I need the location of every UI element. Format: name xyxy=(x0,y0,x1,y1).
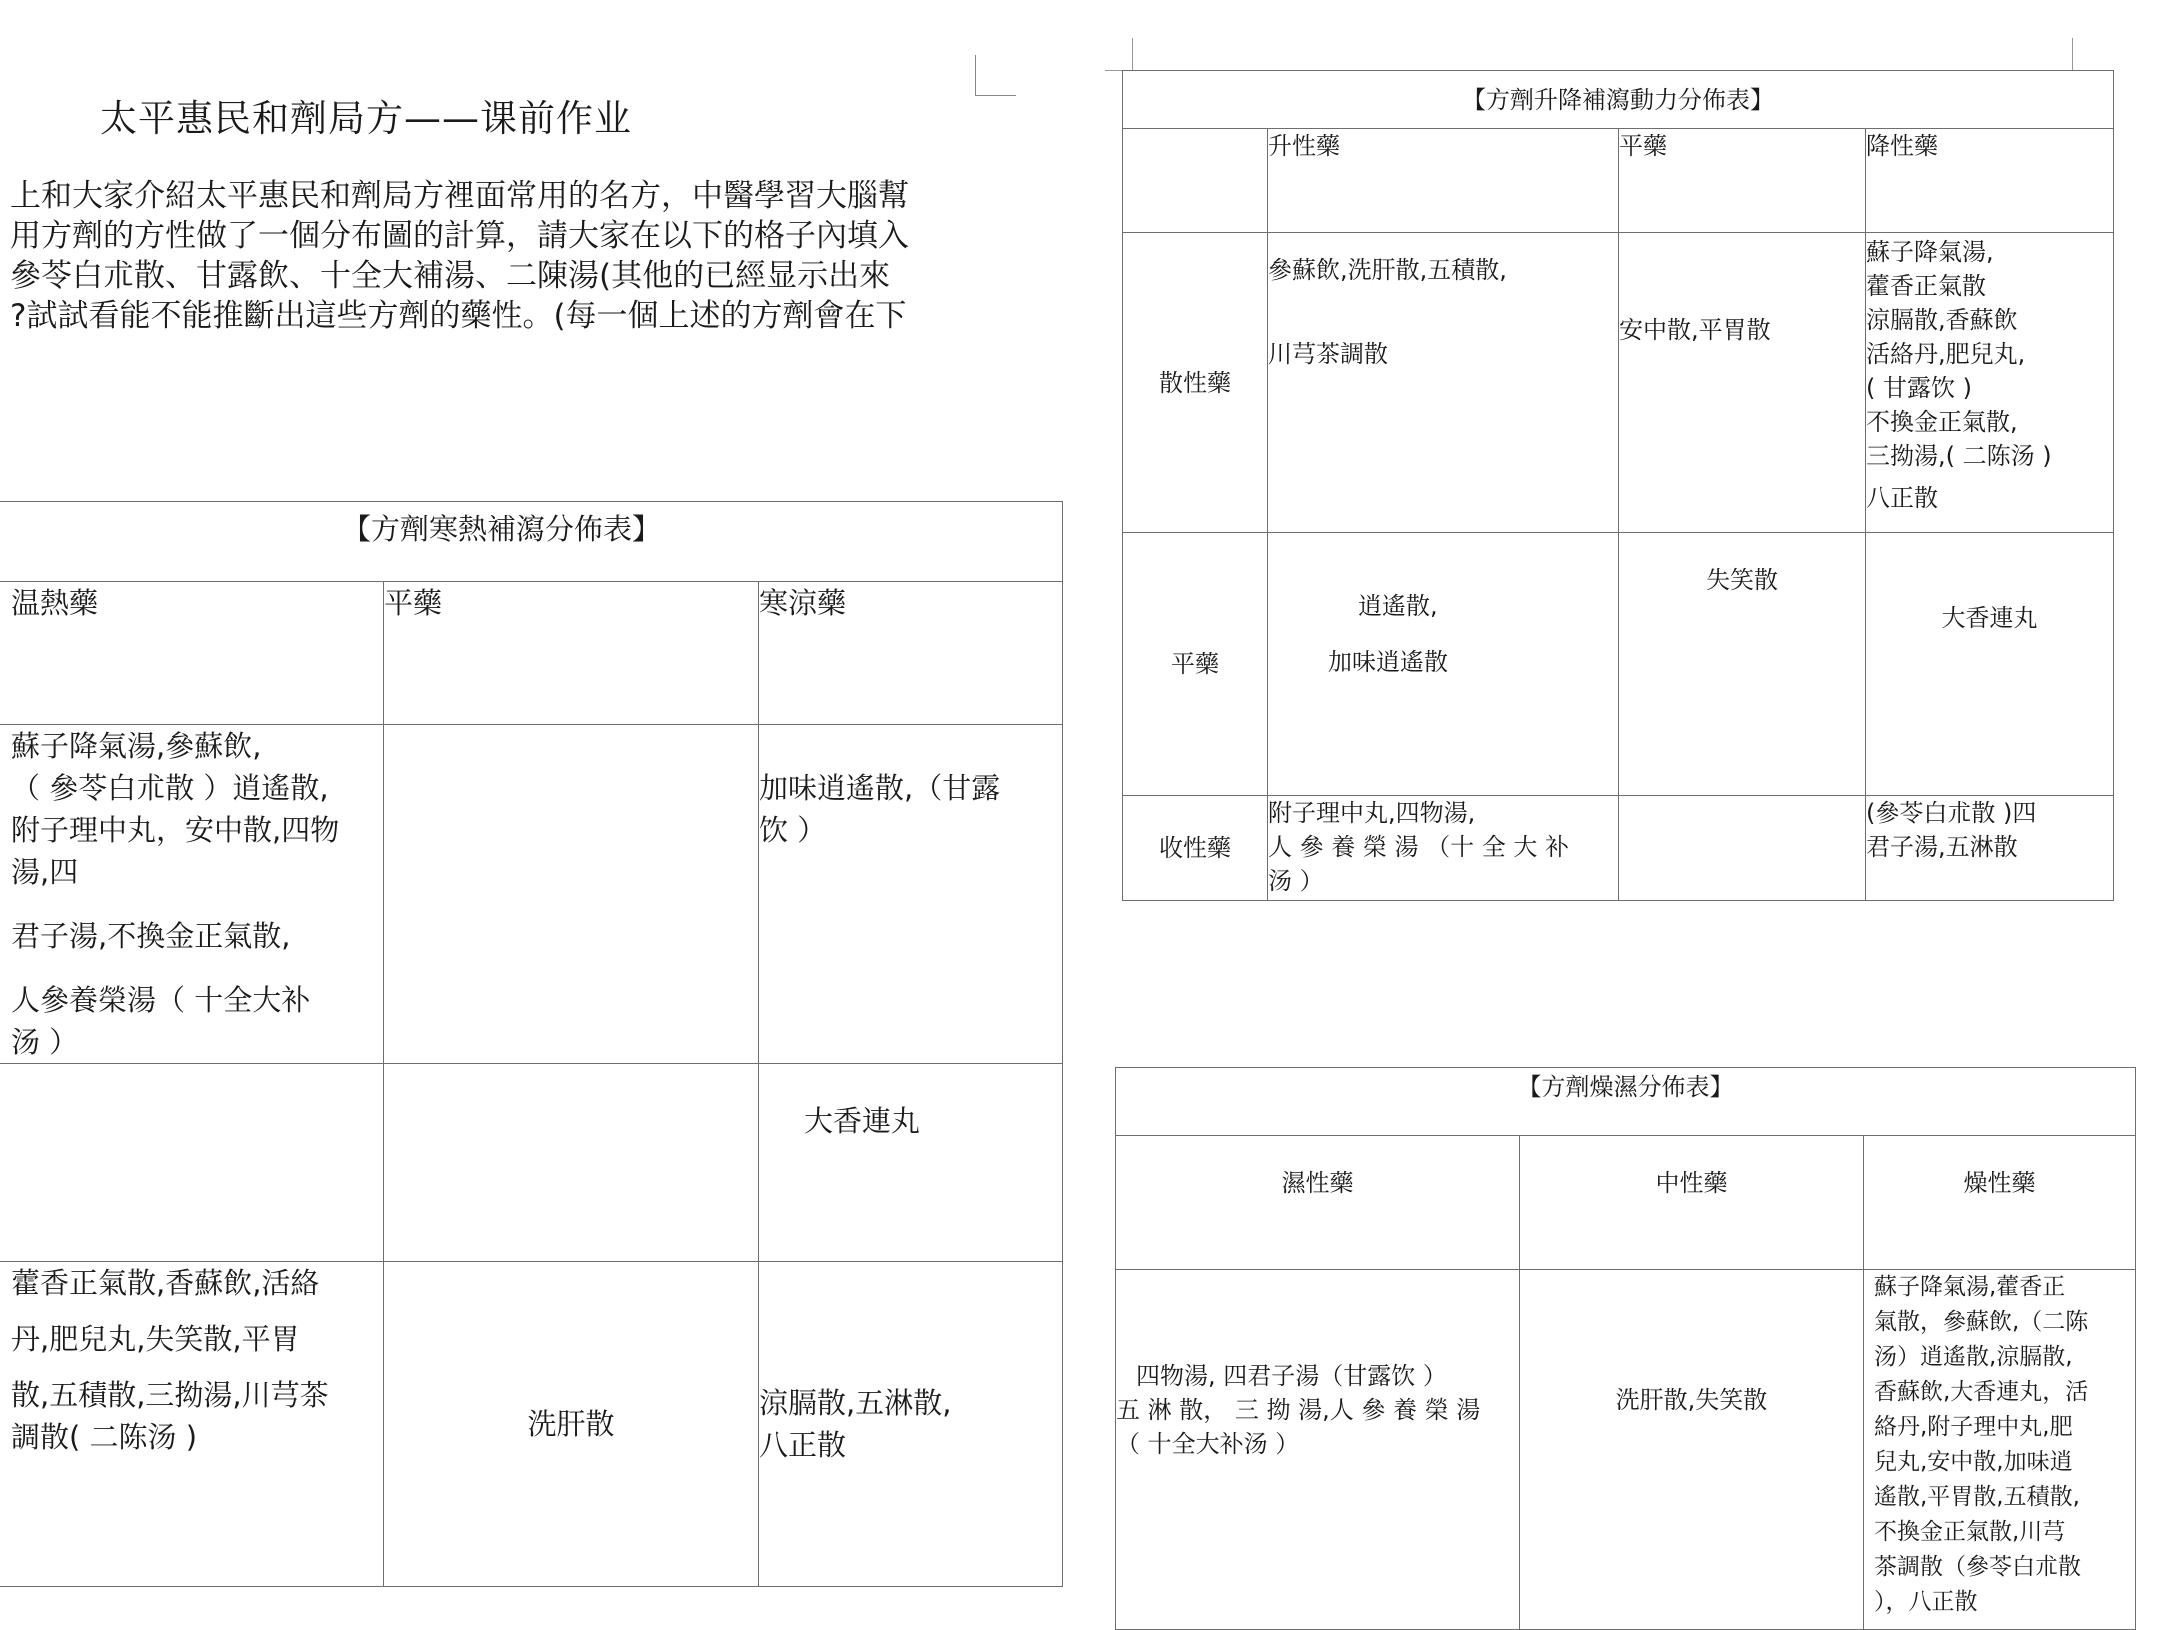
intro-paragraph xyxy=(10,176,1070,336)
formula-line: 人參養榮湯（ 十全大补 xyxy=(11,983,311,1017)
formula-line: 參蘇飲,洗肝散,五積散, xyxy=(1268,256,1507,284)
formula-line: 蘇子降氣湯,藿香正 xyxy=(1874,1274,2066,1300)
header-warm: 温熱藥 xyxy=(0,582,384,725)
left-page xyxy=(0,0,1075,1620)
intro-line: 用方劑的方性做了一個分布圖的計算，請大家在以下的格子內填入 xyxy=(10,218,909,254)
header-neutral: 中性藥 xyxy=(1520,1136,1864,1270)
formula-line: 三拗湯,( 二陈汤 ) xyxy=(1866,442,2052,470)
formula-line: ( 甘露饮 ) xyxy=(1866,374,1972,402)
formula-line: 遙散,平胃散,五積散, xyxy=(1874,1484,2080,1510)
formula-line: 絡丹,附子理中丸,肥 xyxy=(1874,1414,2073,1440)
cold-hot-table-caption: 【方劑寒熱補瀉分佈表】 xyxy=(0,502,1063,582)
document-title: 太平惠民和劑局方——课前作业 xyxy=(100,97,632,140)
formula-line: 逍遙散, xyxy=(1358,592,1438,620)
ascend-cell xyxy=(1268,796,1619,901)
formula-line: 香蘇飲,大香連丸，活 xyxy=(1874,1379,2089,1405)
neutral-cell xyxy=(1520,1270,1864,1630)
formula-line: 君子湯,五淋散 xyxy=(1866,833,2018,861)
formula-line: 汤 ） xyxy=(1268,867,1324,895)
row-label-disperse: 散性藥 xyxy=(1123,233,1268,533)
formula-line: 茶調散（參苓白朮散 xyxy=(1874,1554,2081,1580)
dry-cell xyxy=(1864,1270,2136,1630)
dry-wet-table-caption: 【方劑燥濕分佈表】 xyxy=(1116,1068,2136,1136)
cold-hot-table xyxy=(0,501,1063,1587)
formula-line: ），八正散 xyxy=(1874,1589,1978,1615)
descend-cell xyxy=(1866,233,2114,533)
formula-line: 大香連丸 xyxy=(804,1104,921,1138)
formula-line: 饮 ） xyxy=(759,813,827,847)
formula-line: 八正散 xyxy=(759,1428,847,1462)
header-corner xyxy=(1123,129,1268,233)
dry-wet-table xyxy=(1115,1067,2136,1630)
formula-line: 湯,四 xyxy=(11,855,79,889)
formula-line: 涼膈散,五淋散, xyxy=(759,1386,952,1420)
neutral-cell-empty[interactable] xyxy=(384,725,759,1064)
formula-line: 安中散,平胃散 xyxy=(1619,316,1771,344)
formula-line: 氣散，參蘇飲,（二陈 xyxy=(1874,1309,2089,1335)
formula-line: 君子湯,不換金正氣散, xyxy=(11,919,291,953)
wet-cell xyxy=(1116,1270,1520,1630)
formula-line: 川芎茶調散 xyxy=(1268,340,1388,368)
row-label-astringe: 收性藥 xyxy=(1123,796,1268,901)
intro-line: 參苓白朮散、甘露飲、十全大補湯、二陳湯(其他的已經显示出來 xyxy=(10,258,891,294)
page-margin-line xyxy=(2072,38,2073,74)
warm-cell xyxy=(0,1262,384,1587)
ascend-cell xyxy=(1268,233,1619,533)
formula-line: 不換金正氣散,川芎 xyxy=(1874,1519,2066,1545)
header-wet: 濕性藥 xyxy=(1116,1136,1520,1270)
header-neutral: 平藥 xyxy=(384,582,759,725)
header-ascend: 升性藥 xyxy=(1268,129,1619,233)
formula-line: 失笑散 xyxy=(1706,566,1778,594)
formula-line: 兒丸,安中散,加味逍 xyxy=(1874,1449,2073,1475)
formula-line: 八正散 xyxy=(1866,484,1938,512)
formula-line: 五 淋 散， 三 拗 湯,人 參 養 榮 湯 xyxy=(1116,1395,1481,1424)
formula-line: (參苓白朮散 )四 xyxy=(1866,799,2037,827)
header-descend: 降性藥 xyxy=(1866,129,2114,233)
formula-line: （ 十全大补汤 ） xyxy=(1116,1429,1300,1458)
page-margin-line xyxy=(1132,38,1133,74)
intro-line: ?試試看能不能推斷出這些方劑的藥性。(每一個上述的方劑會在下 xyxy=(10,298,907,334)
formula-line: 藿香正氣散,香蘇飲,活絡 xyxy=(11,1266,320,1300)
formula-line: （ 參苓白朮散 ）逍遙散, xyxy=(11,771,329,805)
neutral-cell-empty[interactable] xyxy=(384,1064,759,1262)
neutral-cell-empty[interactable] xyxy=(1619,796,1866,901)
page-corner-mark xyxy=(975,55,1016,96)
formula-line: 調散( 二陈汤 ) xyxy=(11,1420,198,1454)
formula-line: 附子理中丸，安中散,四物 xyxy=(11,813,340,847)
neutral-cell xyxy=(1619,233,1866,533)
warm-cell xyxy=(0,725,384,1064)
formula-line: 蘇子降氣湯, xyxy=(1866,238,1994,266)
ascend-descend-table xyxy=(1122,70,2114,901)
neutral-cell xyxy=(1619,533,1866,796)
header-neutral: 平藥 xyxy=(1619,129,1866,233)
ascend-cell xyxy=(1268,533,1619,796)
cold-cell xyxy=(759,1262,1063,1587)
formula-line: 附子理中丸,四物湯, xyxy=(1268,799,1476,827)
formula-line: 不換金正氣散, xyxy=(1866,408,2018,436)
descend-cell xyxy=(1866,796,2114,901)
neutral-cell: 洗肝散 xyxy=(384,1262,759,1587)
formula-line: 四物湯, 四君子湯（甘露饮 ） xyxy=(1136,1361,1447,1390)
formula-line: 汤 ） xyxy=(11,1025,79,1059)
header-dry: 燥性藥 xyxy=(1864,1136,2136,1270)
cold-cell xyxy=(759,1064,1063,1262)
formula-line: 洗肝散,失笑散 xyxy=(1615,1385,1768,1414)
formula-line: 汤）逍遙散,涼膈散, xyxy=(1874,1344,2073,1370)
intro-line: 上和大家介紹太平惠民和劑局方裡面常用的名方，中醫學習大腦幫 xyxy=(10,178,909,214)
formula-line: 加味逍遙散 xyxy=(1328,648,1448,676)
ascend-descend-table-caption: 【方劑升降補瀉動力分佈表】 xyxy=(1123,71,2114,129)
formula-line: 涼膈散,香蘇飲 xyxy=(1866,306,2018,334)
formula-line: 丹,肥兒丸,失笑散,平胃 xyxy=(11,1322,300,1356)
formula-line: 藿香正氣散 xyxy=(1866,272,1986,300)
formula-line: 加味逍遙散,（甘露 xyxy=(759,771,1001,805)
cold-cell xyxy=(759,725,1063,1064)
formula-line: 活絡丹,肥兒丸, xyxy=(1866,340,2026,368)
formula-line: 人 參 養 榮 湯 （十 全 大 补 xyxy=(1268,833,1570,861)
formula-line: 大香連丸 xyxy=(1941,604,2038,632)
formula-line: 蘇子降氣湯,參蘇飲, xyxy=(11,729,262,763)
formula-line: 散,五積散,三拗湯,川芎茶 xyxy=(11,1378,329,1412)
descend-cell xyxy=(1866,533,2114,796)
header-cold: 寒涼藥 xyxy=(759,582,1063,725)
warm-cell-empty[interactable] xyxy=(0,1064,384,1262)
row-label-neutral: 平藥 xyxy=(1123,533,1268,796)
